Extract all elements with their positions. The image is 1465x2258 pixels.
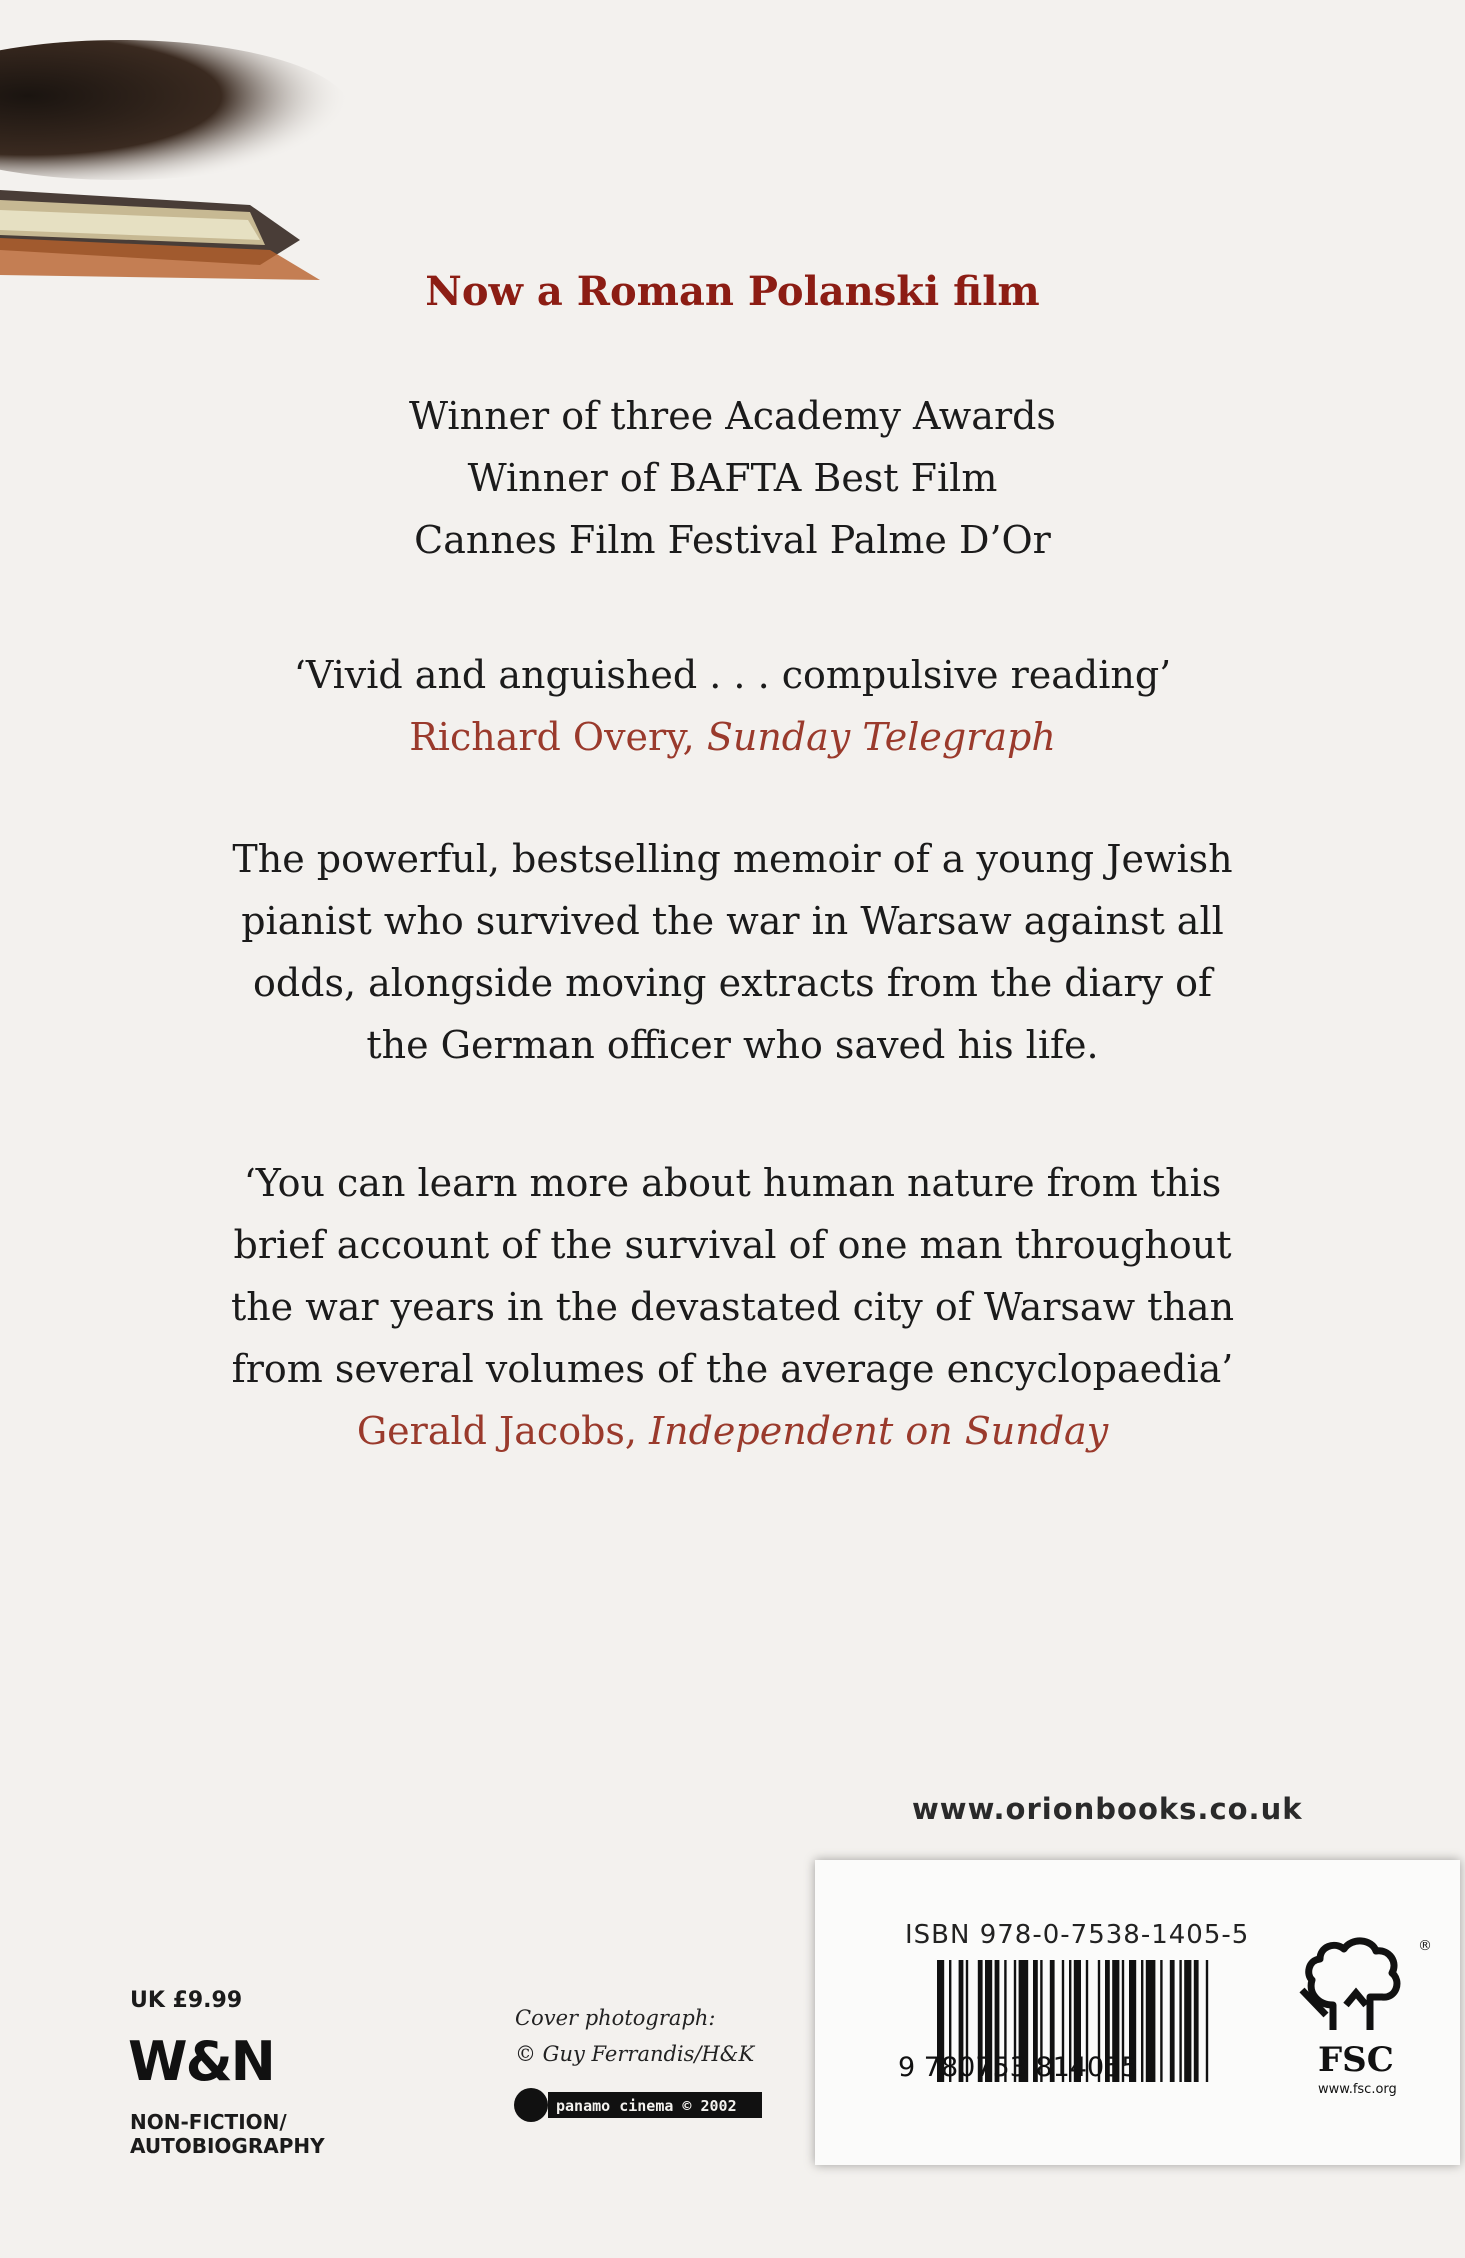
barcode-bar xyxy=(1141,1960,1143,2082)
quote-author: Richard Overy, xyxy=(409,715,695,759)
panamo-cinema-logo xyxy=(512,2086,764,2124)
tagline: Now a Roman Polanski film xyxy=(425,268,1040,315)
award-item: Cannes Film Festival Palme D’Or xyxy=(414,518,1051,562)
publisher-logo: W&N xyxy=(128,2030,274,2093)
barcode-bar xyxy=(1179,1960,1181,2082)
barcode-bar xyxy=(1170,1960,1175,2082)
cover-credit: Cover photograph: © Guy Ferrandis/H&K xyxy=(515,2006,755,2066)
fsc-url: www.fsc.org xyxy=(1318,2082,1397,2097)
quote-text: ‘You can learn more about human nature from this brief account of the survival of one man throughout the war years in the devastated city of Warsaw than from several volumes of the average encyclopaedia’ xyxy=(230,1161,1235,1391)
barcode-bar xyxy=(1194,1960,1199,2082)
book-blurb: The powerful, bestselling memoir of a young Jewish pianist who survived the war in Warsaw against all odds, alongside moving extracts from the diary of the German officer who saved his life. xyxy=(232,837,1233,1067)
quote-text: ‘Vivid and anguished . . . compulsive reading’ xyxy=(293,653,1172,697)
barcode-bar xyxy=(1160,1960,1162,2082)
fsc-tree-icon xyxy=(1298,1935,1418,2044)
isbn-label: ISBN 978-0-7538-1405-5 xyxy=(905,1920,1250,1950)
price: UK £9.99 xyxy=(130,1988,243,2013)
award-item: Winner of three Academy Awards xyxy=(409,394,1056,438)
barcode-bar xyxy=(1206,1960,1208,2082)
svg-text:panamo cinema © 2002: panamo cinema © 2002 xyxy=(556,2097,737,2115)
quote-source: Independent on Sunday xyxy=(649,1409,1109,1453)
barcode-bar xyxy=(1146,1960,1156,2082)
review-quote-1 xyxy=(0,644,1465,768)
awards-list xyxy=(0,385,1465,571)
registered-mark: ® xyxy=(1418,1938,1432,1954)
barcode-bar xyxy=(1184,1960,1191,2082)
publisher-website: www.orionbooks.co.uk xyxy=(912,1792,1303,1826)
fsc-label: FSC xyxy=(1318,2040,1394,2080)
review-quote-2 xyxy=(230,1152,1235,1462)
quote-attribution xyxy=(230,1400,1235,1462)
quote-source: Sunday Telegraph xyxy=(706,715,1056,759)
award-item: Winner of BAFTA Best Film xyxy=(467,456,998,500)
barcode-digits: 9 780753 814055 xyxy=(898,2052,1139,2083)
quote-author: Gerald Jacobs, xyxy=(356,1409,637,1453)
quote-attribution xyxy=(0,706,1465,768)
genre-label: NON-FICTION/ AUTOBIOGRAPHY xyxy=(130,2110,325,2158)
